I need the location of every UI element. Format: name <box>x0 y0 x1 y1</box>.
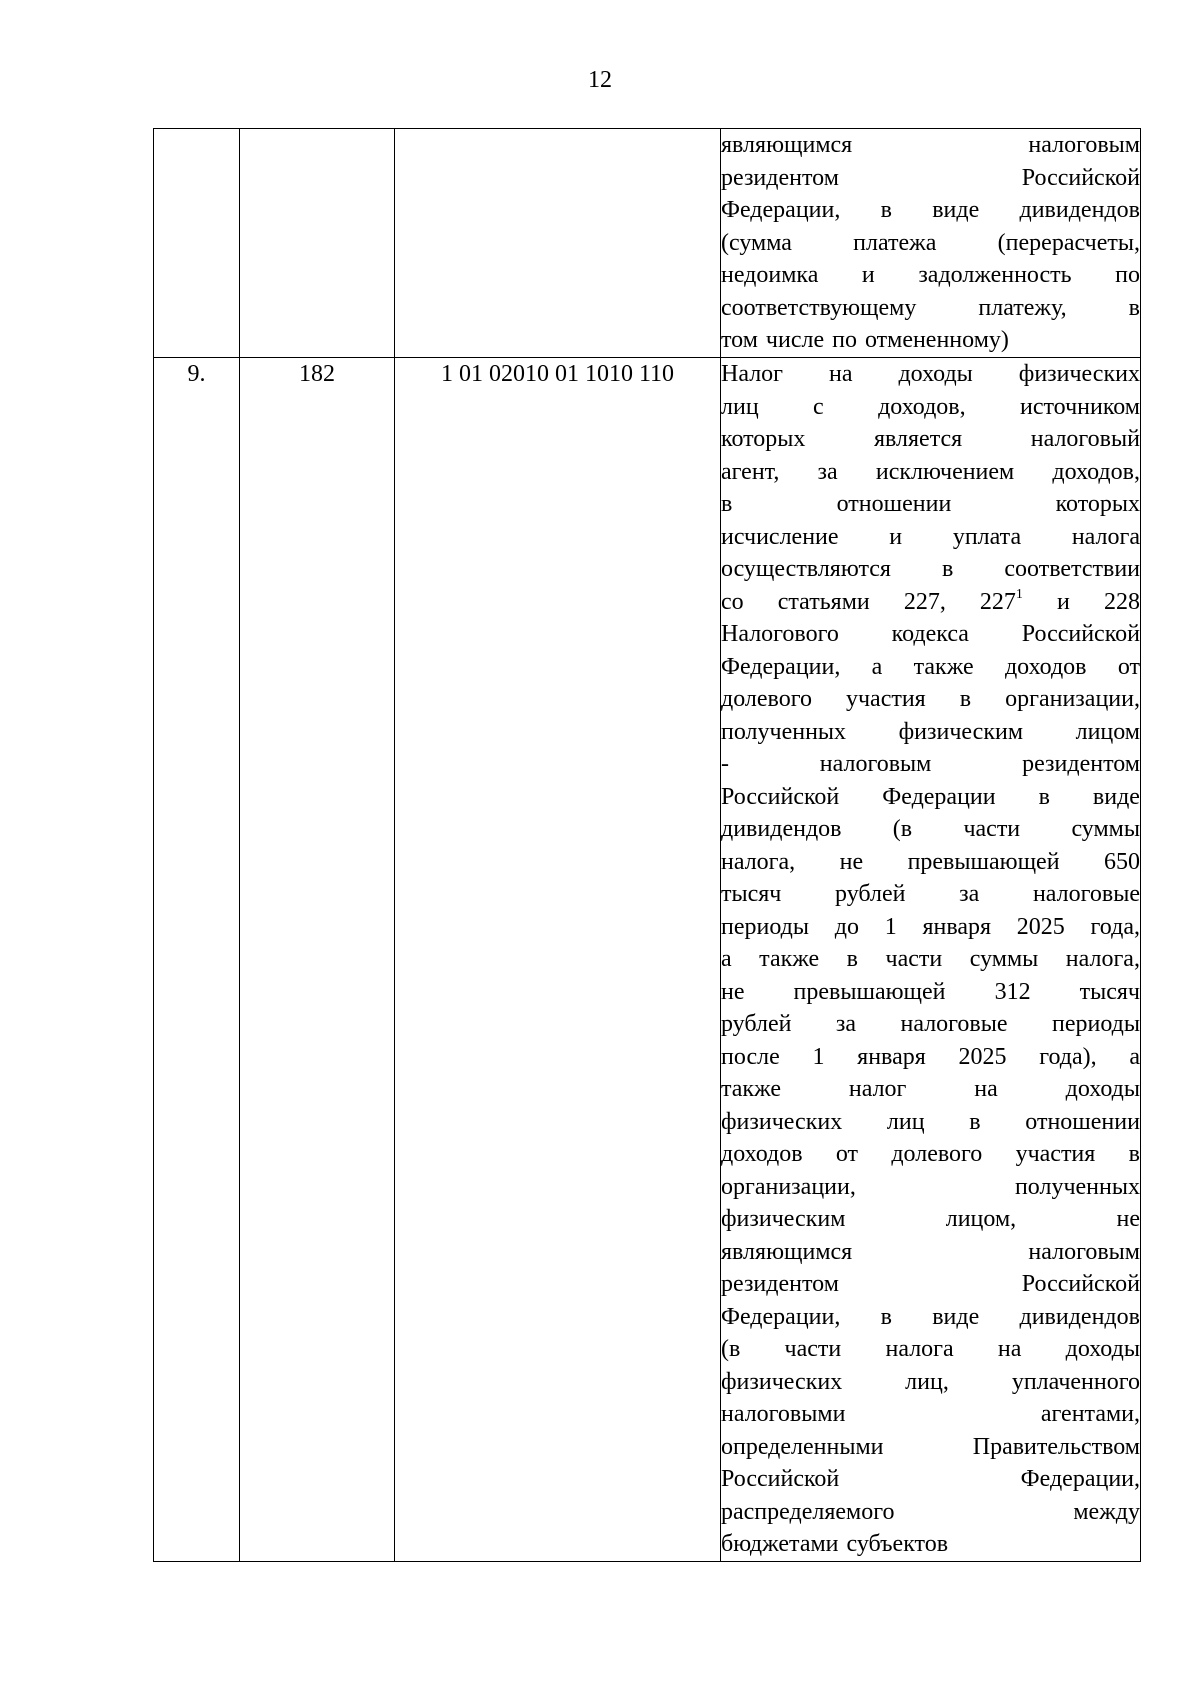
description-line <box>721 976 1140 1009</box>
description-word: Российской <box>721 1466 840 1492</box>
description-word: физическим <box>721 1206 846 1232</box>
description-word: превышающей <box>907 848 1060 875</box>
description-word: (в <box>892 816 913 842</box>
description-word: по <box>832 327 857 353</box>
description-word: с <box>813 393 824 420</box>
description-word: бюджетами <box>721 1531 839 1557</box>
description-line <box>721 1398 1140 1431</box>
description-word: - <box>721 751 729 777</box>
description-word: полученных <box>721 718 847 745</box>
description-word: числе <box>765 327 825 353</box>
description-line <box>721 1528 1140 1561</box>
description-word: на <box>974 1076 998 1102</box>
description-word: в <box>959 686 972 712</box>
description-word: являющимся <box>721 1238 853 1265</box>
description-word: в <box>880 197 892 223</box>
description-line <box>721 911 1140 944</box>
description-word: исключением <box>875 458 1015 485</box>
description-word: резидентом <box>721 1271 839 1297</box>
row-number-cell <box>154 129 240 358</box>
description-line <box>721 553 1140 586</box>
description-word: 2025 <box>1016 913 1065 940</box>
description-word: налоговые <box>900 1011 1008 1037</box>
description-word: налога, <box>1065 946 1140 972</box>
description-word: полученных <box>1014 1173 1140 1200</box>
description-word: организации, <box>721 1173 856 1200</box>
description-word: по <box>1115 262 1140 288</box>
description-word: Федерации <box>882 783 996 810</box>
description-word: агент, <box>721 458 780 485</box>
description-word: недоимка <box>721 262 819 288</box>
description-word: доходы <box>1065 1336 1140 1362</box>
description-word: 312 <box>994 978 1031 1005</box>
description-line <box>721 1431 1140 1464</box>
description-line <box>721 324 1140 357</box>
description-word: налоговые <box>1032 881 1140 907</box>
description-word: Российской <box>1021 621 1140 647</box>
description-word: (в <box>721 1336 741 1362</box>
description-line <box>721 1366 1140 1399</box>
description-line <box>721 521 1140 554</box>
description-line <box>721 716 1140 749</box>
description-word: лиц <box>721 393 759 420</box>
description-line <box>721 846 1140 879</box>
description-word: также <box>721 1076 782 1102</box>
description-word: рублей <box>721 1011 792 1037</box>
description-word: том <box>721 327 758 353</box>
description-line <box>721 488 1140 521</box>
description-word: 1 <box>812 1043 825 1070</box>
description-word: не <box>839 848 864 875</box>
description-word: в <box>721 491 733 517</box>
description-word: агентами, <box>1040 1401 1140 1427</box>
description-cell <box>721 358 1141 1562</box>
description-word: налоговыми <box>721 1401 846 1427</box>
description-word: распределяемого <box>721 1498 895 1525</box>
description-word: и <box>861 262 875 288</box>
description-line <box>721 423 1140 456</box>
description-word: превышающей <box>793 978 946 1005</box>
description-word: статьями <box>777 588 870 615</box>
description-word: соответствующему <box>721 294 917 321</box>
description-word: Федерации, <box>721 197 841 223</box>
description-line <box>721 292 1140 325</box>
description-line <box>721 1463 1140 1496</box>
description-word: налоговый <box>1030 426 1140 452</box>
description-word: 2025 <box>958 1043 1007 1070</box>
description-line <box>721 683 1140 716</box>
description-word: является <box>873 426 963 452</box>
description-word: на <box>828 361 853 387</box>
description-word: в <box>1038 783 1050 810</box>
description-line <box>721 1333 1140 1366</box>
description-word: тысяч <box>721 881 782 907</box>
description-word: налога <box>1071 523 1140 550</box>
description-word: отношении <box>1025 1108 1140 1135</box>
description-line <box>721 1008 1140 1041</box>
admin-code-cell: 182 <box>240 358 395 1562</box>
description-line <box>721 162 1140 195</box>
description-word: физических <box>721 1108 843 1135</box>
description-word: исчисление <box>721 523 839 550</box>
description-line <box>721 391 1140 424</box>
description-word: в <box>880 1303 892 1330</box>
revenue-codes-table <box>153 128 1141 1562</box>
description-line <box>721 1041 1140 1074</box>
description-word: физическим <box>898 718 1024 745</box>
table-row <box>154 358 1141 1562</box>
description-word: Налог <box>721 361 784 387</box>
description-word: суммы <box>969 946 1039 972</box>
description-word: кодекса <box>891 621 969 647</box>
description-word: налоговым <box>1028 132 1140 158</box>
description-word: отмененному) <box>864 327 1009 353</box>
description-word: лиц, <box>905 1368 949 1395</box>
description-word: задолженность <box>918 262 1072 288</box>
description-word: участия <box>845 686 926 712</box>
description-word: в <box>1128 294 1140 321</box>
description-word: между <box>1073 1498 1140 1525</box>
description-word: не <box>1116 1206 1140 1232</box>
description-line <box>721 586 1140 619</box>
description-word: и <box>889 523 903 550</box>
description-word: суммы <box>1071 816 1140 842</box>
description-word: января <box>857 1043 926 1070</box>
description-word: на <box>997 1336 1022 1362</box>
description-word: уплаченного <box>1011 1368 1140 1395</box>
description-word: тысяч <box>1079 978 1140 1005</box>
description-line <box>721 1496 1140 1529</box>
description-word: со <box>721 588 744 615</box>
description-word: 227, <box>903 588 946 615</box>
description-word: Налогового <box>721 621 839 647</box>
description-word: 1 <box>884 913 897 940</box>
description-word: от <box>1117 653 1140 680</box>
description-line <box>721 748 1140 781</box>
description-line <box>721 651 1140 684</box>
table-row <box>154 129 1141 358</box>
description-word: виде <box>932 1303 980 1330</box>
description-line <box>721 227 1140 260</box>
description-word: являющимся <box>721 132 853 158</box>
description-word: соответствии <box>1004 556 1140 582</box>
description-line <box>721 878 1140 911</box>
description-word: лицом <box>1075 718 1140 745</box>
description-word: субъектов <box>846 1531 949 1557</box>
description-word: виде <box>932 197 980 223</box>
description-line <box>721 813 1140 846</box>
description-word: Российской <box>1021 1271 1140 1297</box>
description-word: от <box>835 1141 859 1167</box>
description-word: (перерасчеты, <box>997 229 1140 256</box>
description-line <box>721 456 1140 489</box>
description-word: (сумма <box>721 229 792 256</box>
description-line <box>721 1268 1140 1301</box>
description-line <box>721 1106 1140 1139</box>
description-word: резидентом <box>1022 751 1140 777</box>
description-word: за <box>835 1011 857 1037</box>
description-word: налога <box>885 1336 954 1362</box>
description-word: и <box>1057 588 1070 615</box>
description-word: а <box>1129 1043 1140 1070</box>
description-line <box>721 194 1140 227</box>
description-word: января <box>922 913 992 940</box>
description-word: долевого <box>891 1141 983 1167</box>
kbk-code-cell: 1 01 02010 01 1010 110 <box>395 358 721 1562</box>
description-word: источником <box>1020 393 1140 420</box>
description-word: платежа <box>853 229 937 256</box>
admin-code-cell <box>240 129 395 358</box>
description-word: лицом, <box>945 1206 1017 1232</box>
description-word: налоговым <box>819 751 932 777</box>
kbk-code-cell <box>395 129 721 358</box>
description-word: Российской <box>1021 164 1140 191</box>
description-word: налога, <box>721 848 796 875</box>
description-word: Федерации, <box>721 653 841 680</box>
description-line <box>721 1301 1140 1334</box>
description-word: доходов, <box>878 393 966 420</box>
description-word: за <box>817 458 838 485</box>
description-word: лиц <box>886 1108 925 1135</box>
description-word: а <box>871 653 883 680</box>
description-word: виде <box>1092 783 1140 810</box>
description-word: доходов <box>1004 653 1087 680</box>
description-line <box>721 129 1140 162</box>
description-word: в <box>941 556 954 582</box>
description-line <box>721 1203 1140 1236</box>
description-word: а <box>721 946 732 972</box>
description-word: до <box>834 913 859 940</box>
description-word: которых <box>721 426 806 452</box>
description-word: также <box>759 946 820 972</box>
description-word: долевого <box>721 686 812 712</box>
description-word: отношении <box>836 491 952 517</box>
description-word: периоды <box>1052 1011 1140 1037</box>
description-line <box>721 781 1140 814</box>
description-line <box>721 259 1140 292</box>
description-word: налог <box>848 1076 907 1102</box>
description-line <box>721 943 1140 976</box>
description-word: осуществляются <box>721 556 891 582</box>
description-word: дивидендов <box>1019 1303 1140 1330</box>
description-word: доходы <box>898 361 973 387</box>
description-word: дивидендов <box>721 816 842 842</box>
description-word: которых <box>1055 491 1140 517</box>
description-word: в <box>846 946 859 972</box>
description-word: Федерации, <box>1020 1466 1140 1492</box>
description-word: 650 <box>1104 848 1140 875</box>
description-word: части <box>963 816 1021 842</box>
description-word: $227^1$ <box>979 586 1023 615</box>
description-word: части <box>885 946 943 972</box>
description-word: за <box>959 881 980 907</box>
row-number-cell: 9. <box>154 358 240 1562</box>
description-word: уплата <box>952 523 1022 550</box>
description-word: доходов <box>721 1141 803 1167</box>
description-word: резидентом <box>721 164 839 191</box>
description-word: года), <box>1039 1043 1097 1070</box>
description-word: дивидендов <box>1019 197 1140 223</box>
page-number: 12 <box>588 67 612 93</box>
description-word: физических <box>1018 361 1140 387</box>
description-word: определенными <box>721 1433 884 1460</box>
description-word: периоды <box>721 913 809 940</box>
description-word: года, <box>1090 913 1140 940</box>
description-word: платежу, <box>978 294 1067 321</box>
description-line <box>721 618 1140 651</box>
description-word: Федерации, <box>721 1303 841 1330</box>
description-word: 228 <box>1103 588 1140 615</box>
description-word: в <box>969 1108 981 1135</box>
description-line <box>721 1236 1140 1269</box>
description-word: доходов, <box>1052 458 1140 485</box>
description-word: Российской <box>721 783 840 810</box>
description-word: физических <box>721 1368 843 1395</box>
description-word: не <box>721 978 745 1005</box>
description-word: после <box>721 1043 780 1070</box>
description-line <box>721 1073 1140 1106</box>
description-word: Правительством <box>972 1433 1140 1460</box>
description-line <box>721 1171 1140 1204</box>
description-line <box>721 358 1140 391</box>
description-word: налоговым <box>1028 1238 1140 1265</box>
description-word: организации, <box>1005 686 1140 712</box>
description-line <box>721 1138 1140 1171</box>
description-word: рублей <box>835 881 906 907</box>
description-word: в <box>1128 1141 1140 1167</box>
description-word: участия <box>1015 1141 1096 1167</box>
description-word: части <box>784 1336 842 1362</box>
description-word: также <box>913 653 974 680</box>
description-cell <box>721 129 1141 358</box>
description-word: доходы <box>1065 1076 1140 1102</box>
